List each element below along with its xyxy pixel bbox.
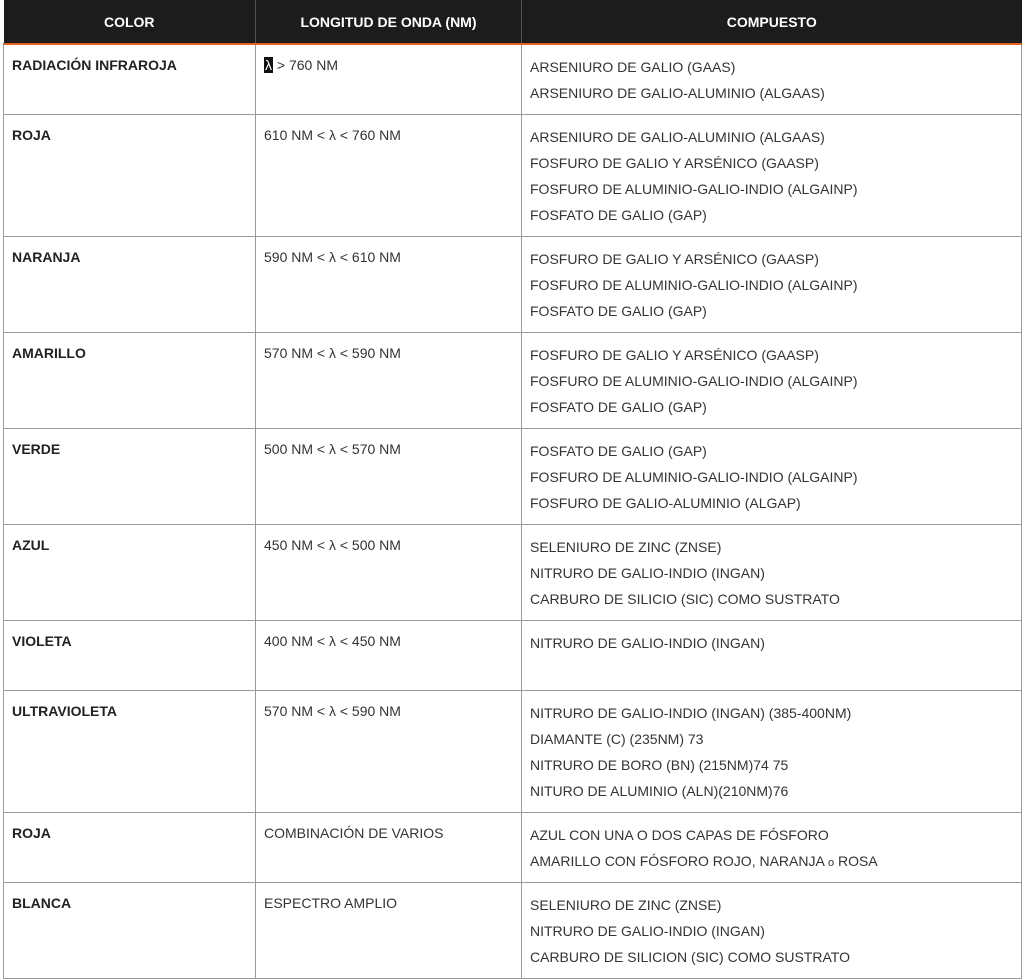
led-color-table-wrapper: [3, 0, 1021, 979]
color-cell: [4, 44, 256, 114]
compound-item: FOSFATO DE GALIO (GAP): [530, 303, 707, 320]
compound-cell: [522, 690, 1022, 812]
color-label: ULTRAVIOLETA: [12, 702, 117, 719]
header-compound: COMPUESTO: [522, 0, 1022, 44]
color-cell: [4, 524, 256, 620]
compound-item: FOSFURO DE ALUMINIO-GALIO-INDIO (ALGAINP): [530, 181, 858, 198]
table-row: [4, 524, 1022, 620]
compound-cell: [522, 812, 1022, 882]
header-wavelength: LONGITUD DE ONDA (NM): [256, 0, 522, 44]
compound-cell: [522, 882, 1022, 978]
color-label: AZUL: [12, 536, 50, 553]
table-header: [4, 0, 1022, 44]
wavelength-cell: [256, 44, 522, 114]
compound-cell: [522, 428, 1022, 524]
compound-item: DIAMANTE (C) (235NM) 73: [530, 730, 704, 747]
compound-item: FOSFURO DE ALUMINIO-GALIO-INDIO (ALGAINP): [530, 468, 858, 485]
table-row: [4, 114, 1022, 236]
table-row: [4, 812, 1022, 882]
compound-item: FOSFATO DE GALIO (GAP): [530, 442, 707, 459]
table-row: [4, 428, 1022, 524]
color-cell: [4, 332, 256, 428]
compound-cell: [522, 114, 1022, 236]
color-label: ROJA: [12, 126, 51, 143]
color-label: BLANCA: [12, 894, 72, 911]
compound-item: NITRURO DE BORO (BN) (215NM)74 75: [530, 757, 789, 774]
table-row: [4, 620, 1022, 690]
compound-item: FOSFURO DE GALIO-ALUMINIO (ALGAP): [530, 495, 801, 512]
compound-cell: [522, 620, 1022, 690]
compound-cell: [522, 236, 1022, 332]
wavelength-cell: [256, 114, 522, 236]
header-row: [4, 0, 1022, 44]
compound-cell: [522, 44, 1022, 114]
compound-item: CARBURO DE SILICIO (SIC) COMO SUSTRATO: [530, 591, 840, 608]
table-row: [4, 44, 1022, 114]
compound-item: FOSFURO DE ALUMINIO-GALIO-INDIO (ALGAINP): [530, 276, 858, 293]
wavelength-value: 570 NM < λ < 590 NM: [264, 344, 401, 361]
compound-item: FOSFURO DE GALIO Y ARSÉNICO (GAASP): [530, 250, 819, 267]
wavelength-value: ESPECTRO AMPLIO: [264, 894, 398, 911]
compound-item: ARSENIURO DE GALIO (GAAS): [530, 59, 736, 75]
color-label: NARANJA: [12, 248, 81, 265]
wavelength-value: 570 NM < λ < 590 NM: [264, 702, 401, 719]
wavelength-cell: [256, 690, 522, 812]
color-cell: [4, 882, 256, 978]
compound-item: NITRURO DE GALIO-INDIO (INGAN) (385-400NM): [530, 704, 852, 721]
compound-item: FOSFURO DE GALIO Y ARSÉNICO (GAASP): [530, 154, 819, 171]
wavelength-cell: [256, 882, 522, 978]
wavelength-value: > 760 NM: [273, 57, 338, 73]
compound-cell: [522, 332, 1022, 428]
wavelength-value: COMBINACIÓN DE VARIOS: [264, 824, 444, 841]
compound-item: ARSENIURO DE GALIO-ALUMINIO (ALGAAS): [530, 85, 825, 102]
compound-item: ARSENIURO DE GALIO-ALUMINIO (ALGAAS): [530, 128, 825, 145]
compound-fragment: AMARILLO CON FÓSFORO ROJO, NARANJA: [530, 852, 828, 869]
compound-item: CARBURO DE SILICION (SIC) COMO SUSTRATO: [530, 949, 850, 966]
wavelength-cell: [256, 620, 522, 690]
lambda-highlight: λ: [265, 57, 272, 73]
compound-item: NITRURO DE GALIO-INDIO (INGAN): [530, 634, 765, 651]
compound-fragment: ROSA: [834, 852, 878, 869]
wavelength-cell: [256, 524, 522, 620]
color-label: VERDE: [12, 440, 61, 457]
compound-item: SELENIURO DE ZINC (ZNSE): [530, 538, 722, 555]
compound-item: FOSFURO DE ALUMINIO-GALIO-INDIO (ALGAINP): [530, 372, 858, 389]
color-cell: [4, 114, 256, 236]
wavelength-value: 450 NM < λ < 500 NM: [264, 536, 401, 553]
compound-item: NITURO DE ALUMINIO (ALN)(210NM)76: [530, 783, 789, 800]
table-body: [4, 44, 1022, 978]
wavelength-value: 610 NM < λ < 760 NM: [264, 126, 401, 143]
table-row: [4, 332, 1022, 428]
table-row: [4, 236, 1022, 332]
color-cell: [4, 620, 256, 690]
table-row: [4, 690, 1022, 812]
wavelength-cell: [256, 332, 522, 428]
led-color-table: [3, 0, 1022, 979]
compound-item: SELENIURO DE ZINC (ZNSE): [530, 896, 722, 913]
wavelength-cell: [256, 236, 522, 332]
wavelength-cell: [256, 428, 522, 524]
wavelength-value: 400 NM < λ < 450 NM: [264, 632, 401, 649]
compound-item: FOSFATO DE GALIO (GAP): [530, 399, 707, 416]
color-label: ROJA: [12, 824, 51, 841]
compound-cell: [522, 524, 1022, 620]
compound-item: NITRURO DE GALIO-INDIO (INGAN): [530, 922, 765, 939]
compound-item: [530, 848, 1021, 876]
color-label: RADIACIÓN INFRAROJA: [12, 57, 177, 73]
compound-item: FOSFATO DE GALIO (GAP): [530, 207, 707, 224]
table-row: [4, 882, 1022, 978]
color-label: VIOLETA: [12, 632, 72, 649]
color-label: AMARILLO: [12, 344, 86, 361]
wavelength-cell: [256, 812, 522, 882]
wavelength-value: 500 NM < λ < 570 NM: [264, 440, 401, 457]
compound-item: AZUL CON UNA O DOS CAPAS DE FÓSFORO: [530, 826, 829, 843]
wavelength-value: 590 NM < λ < 610 NM: [264, 248, 401, 265]
color-cell: [4, 428, 256, 524]
compound-item: FOSFURO DE GALIO Y ARSÉNICO (GAASP): [530, 346, 819, 363]
color-cell: [4, 236, 256, 332]
compound-item: NITRURO DE GALIO-INDIO (INGAN): [530, 564, 765, 581]
color-cell: [4, 812, 256, 882]
compound-fragment: o: [827, 856, 835, 869]
header-color: COLOR: [4, 0, 256, 44]
color-cell: [4, 690, 256, 812]
